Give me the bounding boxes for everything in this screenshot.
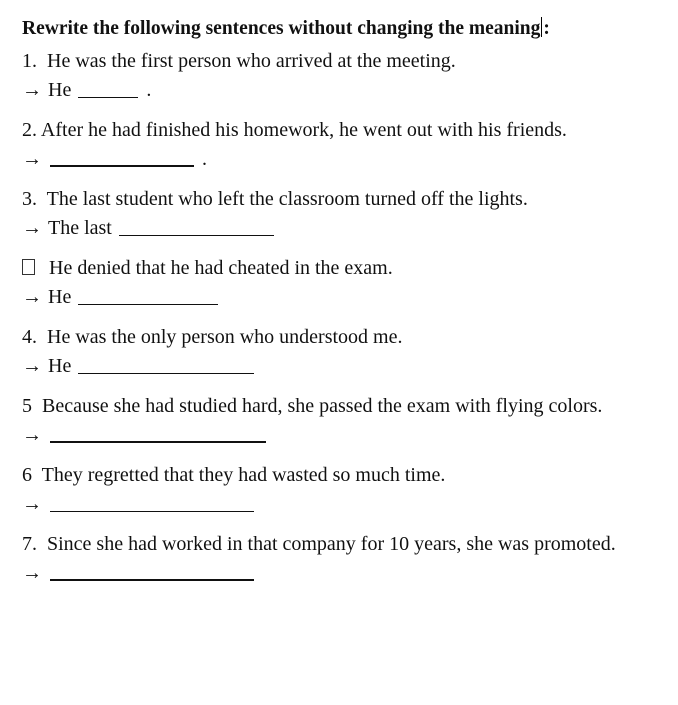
sentence-text: Since she had worked in that company for 10 years, she was promoted. xyxy=(47,533,616,555)
answer-line xyxy=(22,76,672,105)
sentence-line xyxy=(22,116,672,145)
answer-blank[interactable] xyxy=(50,493,254,512)
answer-blank[interactable] xyxy=(78,79,138,98)
answer-blank[interactable] xyxy=(119,217,274,236)
item-number: 1. xyxy=(22,50,37,72)
answer-line xyxy=(22,559,672,588)
arrow-icon: → xyxy=(22,562,42,584)
item-number: 6 xyxy=(22,464,32,486)
sentence-text: He was the first person who arrived at the meeting. xyxy=(47,50,456,72)
sentence-line xyxy=(22,185,672,214)
worksheet-title xyxy=(22,14,672,44)
exercise-item-5 xyxy=(22,392,672,450)
sentence-text: They regretted that they had wasted so much time. xyxy=(41,464,446,486)
sentence-line xyxy=(22,254,672,283)
arrow-icon: → xyxy=(22,355,42,377)
answer-line xyxy=(22,283,672,312)
arrow-icon: → xyxy=(22,424,42,446)
answer-blank[interactable] xyxy=(50,561,254,581)
item-number: 4. xyxy=(22,326,37,348)
sentence-text: Because she had studied hard, she passed the exam with flying colors. xyxy=(42,395,603,417)
sentence-text: After he had finished his homework, he went out with his friends. xyxy=(40,119,567,141)
exercise-item-bulleted xyxy=(22,254,672,312)
answer-blank[interactable] xyxy=(78,355,254,374)
answer-prompt: He xyxy=(48,286,72,308)
arrow-icon: → xyxy=(22,217,42,239)
answer-prompt: The last xyxy=(48,217,112,239)
exercise-item-1 xyxy=(22,47,672,105)
item-number: 2. xyxy=(22,119,37,141)
answer-blank[interactable] xyxy=(50,147,194,167)
answer-end: . xyxy=(146,79,152,101)
sentence-line xyxy=(22,47,672,76)
title-colon: : xyxy=(543,18,550,39)
item-number: 3. xyxy=(22,188,37,210)
item-number: 5 xyxy=(22,395,32,417)
sentence-text: He was the only person who understood me. xyxy=(47,326,403,348)
arrow-icon: → xyxy=(22,79,42,101)
arrow-icon: → xyxy=(22,286,42,308)
answer-end: . xyxy=(202,148,207,170)
exercise-item-6 xyxy=(22,461,672,519)
exercise-item-2 xyxy=(22,116,672,174)
arrow-icon: → xyxy=(22,148,42,170)
title-text: Rewrite the following sentences without changing the meaning xyxy=(22,18,541,39)
arrow-icon: → xyxy=(22,493,42,515)
sentence-text: The last student who left the classroom turned off the lights. xyxy=(46,188,528,210)
answer-prompt: He xyxy=(48,79,72,101)
exercise-item-4 xyxy=(22,323,672,381)
worksheet xyxy=(22,14,672,599)
sentence-text: He denied that he had cheated in the exam. xyxy=(49,257,393,279)
answer-blank[interactable] xyxy=(78,286,218,305)
sentence-line xyxy=(22,323,672,352)
sentence-line xyxy=(22,392,662,421)
exercise-item-3 xyxy=(22,185,672,243)
exercise-item-7 xyxy=(22,530,672,588)
answer-line xyxy=(22,352,672,381)
answer-prompt: He xyxy=(48,355,72,377)
answer-line xyxy=(22,145,672,174)
checkbox-bullet-icon xyxy=(22,259,35,275)
item-number: 7. xyxy=(22,533,37,555)
answer-line xyxy=(22,421,672,450)
answer-line xyxy=(22,490,672,519)
answer-blank[interactable] xyxy=(50,423,266,443)
sentence-line xyxy=(22,461,672,490)
sentence-line xyxy=(22,530,652,559)
answer-line xyxy=(22,214,672,243)
